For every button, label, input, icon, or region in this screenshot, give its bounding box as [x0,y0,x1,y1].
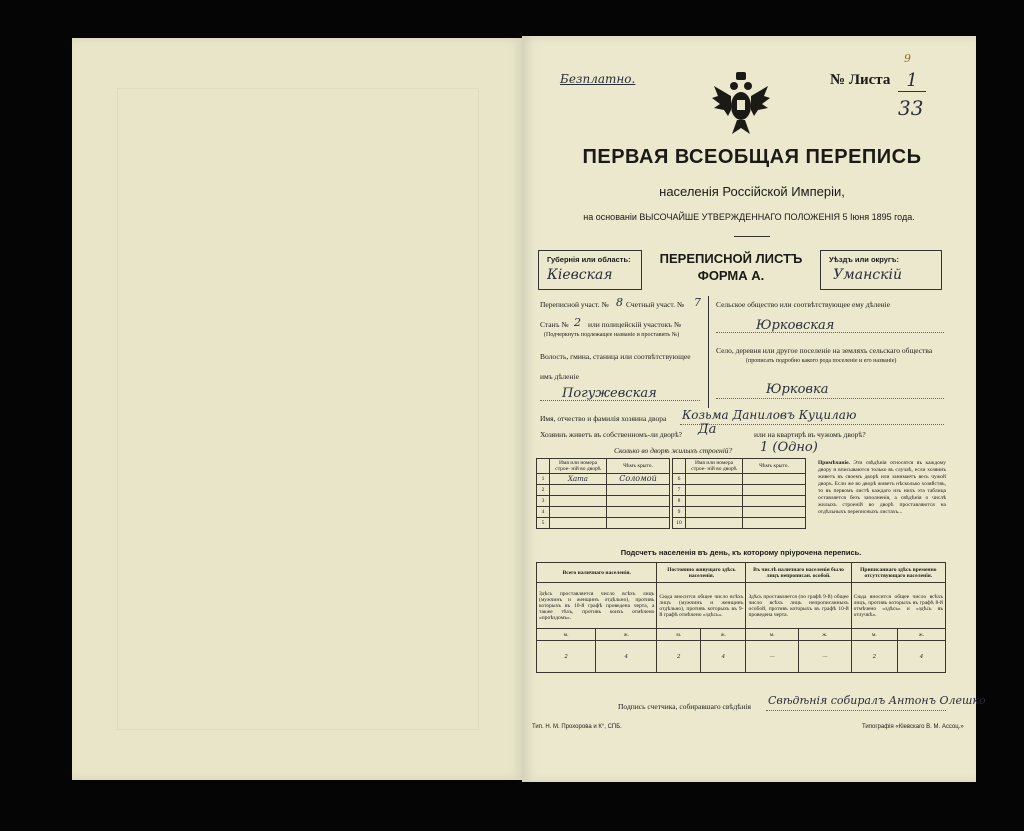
district-value: Уманскій [833,267,902,283]
buildings-value: 1 (Одно) [760,440,818,455]
row-num: 6 [673,474,686,485]
sheet-title [646,250,816,284]
owner-line [680,424,944,425]
buildings-col-name-right: Имя или номера строе- ній во дворѣ [686,459,743,474]
present-female: 4 [596,641,657,673]
female-label: ж. [596,629,657,641]
census-plot-value: 8 [616,296,623,309]
buildings-col-roof: Чѣмъ крыто. [607,459,670,474]
group-head: Въ числѣ наличнаго населенія было лицъ непрописан. особой. [746,563,851,583]
sheet-number-label: № Листа [830,72,891,88]
row-num: 3 [537,496,550,507]
sheet-number-value: 1 [898,70,926,92]
group-desc: Сюда вносится общее число всѣхъ лицъ, противъ которыхъ въ графѣ 8-й отмѣчено «здѣсь» и «здѣсь въ отлучкѣ». [851,583,945,629]
census-subtitle: населенія Россійской Имперіи, [659,184,845,199]
note-text: Эти свѣдѣнія относятся въ каждому двору и вписываются только въ случаѣ, если хозяинъ живетъ въ своемъ дворѣ или занимаетъ весь чужой дворъ. Если же во дворѣ живетъ нѣсколько хозяйствъ, то въ первомъ листѣ каждаго изъ нихъ эта таблица оставляется безъ заполненія, а свѣдѣнія о числѣ жилыхъ строеній во дворѣ проставляются на отдѣльныхъ переписныхъ листахъ... [818,460,947,515]
underline-note: (Подчеркнуть подлежащее названіе и проставить №) [544,332,680,338]
counting-plot-value: 7 [694,296,701,309]
province-label: Губернія или область: [547,255,631,264]
male-label: м. [851,629,897,641]
row-num: 5 [537,518,550,529]
owner-lives-label: Хозяинъ живетъ въ собственномъ-ли дворѣ? [540,430,682,439]
counting-plot-label: Счетный участ. № [626,300,685,309]
owner-name-value: Козьма Даниловъ Куцилаю [682,408,857,422]
male-label: м. [537,629,596,641]
census-basis: на основаніи ВЫСОЧАЙШЕ УТВЕРЖДЕННАГО ПОЛОЖЕНІЯ 5 Іюня 1895 года. [583,212,915,222]
absent-female: 4 [898,641,946,673]
census-form-page [522,36,986,782]
note-heading: Примѣчаніе. [818,460,850,466]
female-label: ж. [799,629,852,641]
sheet-title-line2: ФОРМА А. [697,268,765,283]
group-desc: Сюда вносится общее число всѣхъ лицъ (мужчинъ и женщинъ отдѣльно), противъ которыхъ въ 9-й графѣ отмѣчено «здѣсь». [657,583,746,629]
province-value: Кіевская [547,267,613,283]
camp-label: Станъ № [540,320,569,329]
row-num: 9 [673,507,686,518]
signature-label: Подпись счетчика, собиравшаго свѣдѣнія [618,702,751,711]
volost-label-2: имъ дѣленіе [540,372,579,381]
archive-number: 33 [898,96,924,120]
owner-lives-value: Да [698,422,717,437]
absent-male: 2 [851,641,897,673]
village-line [716,398,944,399]
unregistered-female: — [799,641,852,673]
row-num: 4 [537,507,550,518]
owner-name-label: Имя, отчество и фамилія хозяина двора [540,414,667,423]
population-table [536,562,946,673]
row-num: 8 [673,496,686,507]
buildings-col-roof-right: Чѣмъ крыто. [743,459,806,474]
signature-value: Свѣдѣнія собиралъ Антонъ Олешко [768,694,986,707]
police-label: или полицейскій участокъ № [588,320,682,329]
buildings-table-left [536,458,670,529]
divider [734,236,770,237]
group-head: Постоянно живущаго здѣсь населенія. [657,563,746,583]
society-line [716,332,944,333]
village-label: Село, деревня или другое поселеніе на земляхъ сельскаго общества [716,346,933,355]
row-num: 1 [537,474,550,485]
female-label: ж. [701,629,746,641]
double-eagle-icon [710,66,772,138]
male-label: м. [746,629,799,641]
note-block [818,460,946,516]
resident-male: 2 [657,641,701,673]
sheet-title-line1: ПЕРЕПИСНОЙ ЛИСТЪ [659,251,803,266]
buildings-label: Сколько во дворѣ жилыхъ строеній? [614,446,733,455]
present-male: 2 [537,641,596,673]
camp-value: 2 [574,316,581,329]
imprint-left: Тип. Н. М. Прохорова и К°, СПБ. [532,724,622,730]
row-num: 2 [537,485,550,496]
society-label: Сельское общество или соотвѣтствующее ему дѣленіе [716,300,891,309]
owner-or-label: или на квартирѣ въ чужомъ дворѣ? [754,430,866,439]
province-box [538,250,642,290]
free-label: Безплатно. [560,72,636,86]
group-desc: Здѣсь проставляется (по графѣ 9-й) общее число всѣхъ лицъ непрописанныхъ особой, противъ которыхъ въ графѣ 10-й проведена черта. [746,583,851,629]
district-box [820,250,942,290]
village-note: (прописать подробно какого рода поселеніе и его названіе) [746,358,897,364]
left-page-bleed-frame [117,88,479,730]
row-num: 7 [673,485,686,496]
imprint-right: Типографія «Кіевскаго В. М. Ассоц.» [862,724,964,730]
row1-roof: Соломой [607,474,670,485]
population-title: Подсчетъ населенія въ день, къ которому пріурочена перепись. [620,548,862,557]
buildings-col-name: Имя или номера строе- ній во дворѣ [550,459,607,474]
census-title: ПЕРВАЯ ВСЕОБЩАЯ ПЕРЕПИСЬ [582,146,922,168]
society-value: Юрковская [756,318,835,333]
row-num: 10 [673,518,686,529]
volost-value: Погужевская [562,386,657,401]
female-label: ж. [898,629,946,641]
group-head: Приписаннаго здѣсь временно отсутствующаго населенія. [851,563,945,583]
group-head: Всего наличнаго населенія. [537,563,657,583]
volost-line [540,400,700,401]
male-label: м. [657,629,701,641]
volost-label: Волость, гмина, станица или соотвѣтствующее [540,352,691,361]
signature-line [766,710,946,711]
resident-female: 4 [701,641,746,673]
left-page-blank [72,38,524,780]
census-plot-label: Переписной участ. № [540,300,609,309]
corner-mark: 9 [904,52,911,65]
group-desc: Здѣсь проставляется число всѣхъ лицъ (мужчинъ и женщинъ отдѣльно), противъ которыхъ въ 10-й графѣ проведена черта, а также тѣхъ, противъ коихъ отмѣчено «проѣздомъ». [537,583,657,629]
unregistered-male: — [746,641,799,673]
district-label: Уѣздъ или округъ: [829,255,900,264]
buildings-table-right [672,458,806,529]
field-separator [708,296,709,408]
village-value: Юрковка [766,382,829,397]
row1-building: Хата [550,474,607,485]
